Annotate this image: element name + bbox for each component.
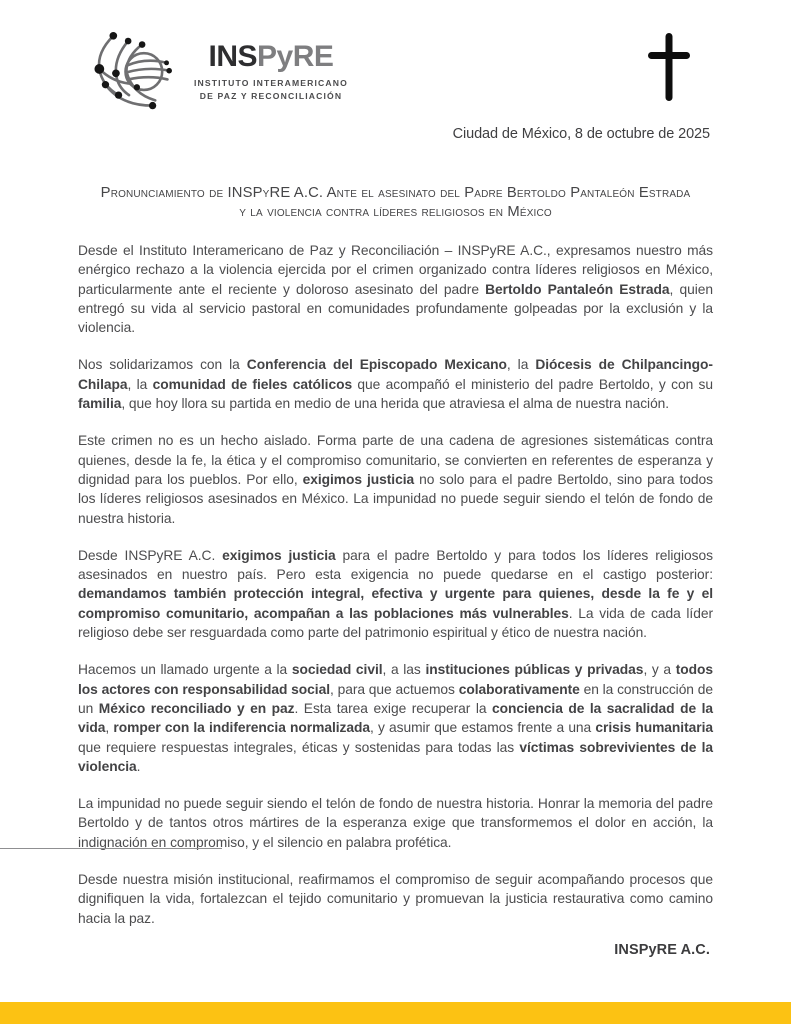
paragraphs [78,241,713,928]
paragraph: Este crimen no es un hecho aislado. Forma parte de una cadena de agresiones sistemáticas contra quienes, desde la fe, la ética y el compromiso comunitario, se convierten en referentes de esperanza y dignidad para los pueblos. Por ello, exigimos justicia no solo para el padre Bertoldo, sino para todos los líderes religiosos asesinados en México. La impunidad no puede seguir siendo el telón de fondo de nuestra historia. [78,433,714,526]
footer-accent-bar [0,1002,791,1024]
footnote-rule [0,848,222,849]
document-title [78,184,713,221]
wordmark-prefix: INS [208,40,258,74]
paragraph: Desde el Instituto Interamericano de Paz y Reconciliación – INSPyRE A.C., expresamos nuestro más enérgico rechazo a la violencia ejercida por el crimen organizado contra líderes religiosos en México, particularmente ante el reciente y doloroso asesinato del padre Bertoldo Pantaleón Estrada, quien entregó su vida al servicio pastoral en comunidades profundamente golpeadas por la exclusión y la violencia. [78,243,713,336]
document-body [78,184,713,946]
wordmark-suffix: PyRE [257,40,334,74]
logo-subtitle-line1: INSTITUTO INTERAMERICANO [194,78,348,89]
paragraph: Desde INSPyRE A.C. exigimos justicia para el padre Bertoldo y para todos los líderes religiosos asesinados en nuestro país. Pero esta exigencia no puede quedarse en el castigo posterior: demandamos también protección integral, efectiva y urgente para quienes, desde la fe y el compromiso comunitario, acompañan a las poblaciones más vulnerables. La vida de cada líder religioso debe ser resguardada como parte del patrimonio espiritual y ético de nuestra nación. [78,547,713,641]
cross-icon [648,33,690,101]
paragraph: La impunidad no puede seguir siendo el telón de fondo de nuestra historia. Honrar la memoria del padre Bertoldo y de tantos otros mártires de la esperanza exige que transformemos el dolor en acción, la indignación en compromiso, y el silencio en palabra profética. [78,796,713,850]
logo-wordmark [209,42,334,72]
letterhead [88,24,348,120]
logo-subtitle-line2: DE PAZ Y RECONCILIACIÓN [199,90,343,101]
cross-horizontal-bar [648,52,690,59]
globe-network-icon [88,24,184,120]
logo-lockup [194,42,348,102]
signature: INSPyRE A.C. [614,942,710,958]
document-title-line1: Pronunciamiento de INSPyRE A.C. Ante el asesinato del Padre Bertoldo Pantaleón Estrada [100,185,691,201]
paragraph: Desde nuestra misión institucional, reafirmamos el compromiso de seguir acompañando procesos que dignifiquen la vida, fortalezcan el tejido comunitario y promuevan la justicia restaurativa como camino hacia la paz. [78,872,713,926]
paragraph: Nos solidarizamos con la Conferencia del Episcopado Mexicano, la Diócesis de Chilpancingo-Chilapa, la comunidad de fieles católicos que acompañó el ministerio del padre Bertoldo, y con su familia, que hoy llora su partida en medio de una herida que atraviesa el alma de nuestra nación. [78,357,714,412]
document-title-line2: y la violencia contra líderes religiosos en México [239,203,552,220]
paragraph: Hacemos un llamado urgente a la sociedad civil, a las instituciones públicas y privadas, y a todos los actores con responsabilidad social, para que actuemos colaborativamente en la construcción de un México reconciliado y en paz. Esta tarea exige recuperar la conciencia de la sacralidad de la vida, romper con la indiferencia normalizada, y asumir que estamos frente a una crisis humanitaria que requiere respuestas integrales, éticas y sostenidas para todas las víctimas sobrevivientes de la violencia. [78,662,714,774]
cross-vertical-bar [666,33,673,101]
dateline: Ciudad de México, 8 de octubre de 2025 [452,126,710,142]
logo-subtitle [194,77,348,102]
